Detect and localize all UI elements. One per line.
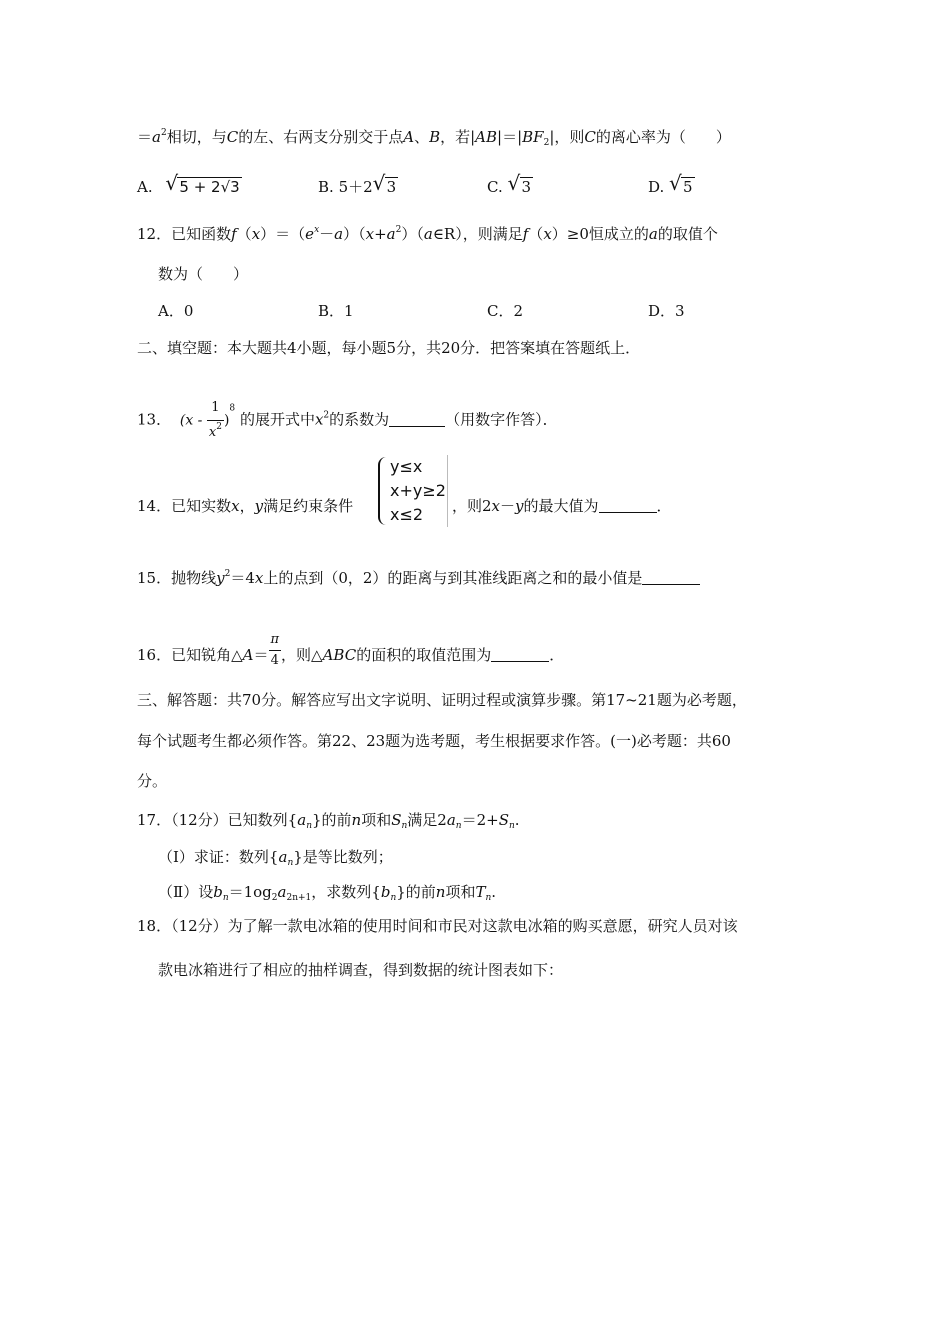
sqrt-icon: √ [507, 171, 521, 195]
q11-continuation: $=a^2$相切，与C的左、右两支分别交于点A、B，若$|AB|=|BF_2|$，则C的离心率为（ ） [137, 128, 731, 148]
q12-stem: 12．已知函数$f(x)=(e^x-a)(x+a^2)(a\in R)$，则满足f（x）≥0恒成立的a的取值个 [137, 225, 718, 243]
q11-option-a: A. √ 5 + 2√3 [137, 171, 240, 196]
q14-constraint-system [378, 455, 448, 527]
q12-stem-line2: 数为（ ） [158, 265, 249, 283]
q16-answer-blank[interactable] [491, 647, 549, 662]
q17-part-2: （Ⅱ）设$b_n=1og_2a_{2n+1}$，求数列$\{b_n\}$的前n项和$T_n$. [158, 883, 497, 903]
q17-part-1: （Ⅰ）求证：数列$\{a_n\}$是等比数列； [158, 848, 393, 868]
q14-answer-blank[interactable] [599, 498, 657, 513]
q15-answer-blank[interactable] [642, 570, 700, 585]
q12-option-c: C．2 [487, 302, 524, 320]
q11-option-c: C. √ 3 [487, 171, 532, 196]
sqrt-icon: √ [669, 171, 682, 195]
q14-stem-tail: ，则2x－y的最大值为 ． [452, 497, 672, 515]
q11-option-d: D. √ 5 [648, 171, 693, 196]
q12-option-a: A．0 [158, 302, 194, 320]
section-2-heading: 二、填空题：本大题共4小题，每小题5分，共20分．把答案填在答题纸上． [137, 339, 641, 357]
q17-stem: 17．（12分）已知数列$\{a_n\}$的前n项和$S_n$满足$2a_n=2+S_n$. [137, 811, 520, 831]
section-3-line-1: 三、解答题：共70分。解答应写出文字说明、证明过程或演算步骤。第17~21题为必考题， [137, 691, 747, 709]
sqrt-icon: √ [372, 171, 386, 195]
sqrt-icon: √ [165, 171, 179, 195]
q12-option-d: D．3 [648, 302, 685, 320]
q11-option-b: B. 5＋2 √ 3 [318, 171, 397, 196]
q13-answer-blank[interactable] [389, 412, 445, 427]
constraint-1: y≤x [390, 457, 423, 476]
q12-option-b: B．1 [318, 302, 354, 320]
q13-stem: 13． (x - $\frac{1}{x^2}$ )$^8$ 的展开式中$x^2$的系数为 （用数字作答）． [137, 396, 558, 445]
q18-stem-line-2: 款电冰箱进行了相应的抽样调查，得到数据的统计图表如下： [158, 961, 564, 979]
constraint-2: x+y≥2 [390, 481, 446, 500]
section-3-line-3: 分。 [137, 772, 168, 790]
brace-icon [378, 457, 386, 525]
q16-stem: 16．已知锐角△A＝ $\frac{\pi}{4}$ ，则△ABC的面积的取值范围为 ． [137, 632, 565, 668]
q15-stem: 15．抛物线$y^2=4x$上的点到（0，2）的距离与到其准线距离之和的最小值是 [137, 568, 700, 588]
constraint-3: x≤2 [390, 505, 424, 524]
q18-stem-line-1: 18．（12分）为了解一款电冰箱的使用时间和市民对这款电冰箱的购买意愿，研究人员对该 [137, 917, 738, 935]
q14-stem: 14．已知实数x，y满足约束条件 [137, 497, 354, 515]
section-3-line-2: 每个试题考生都必须作答。第22、23题为选考题，考生根据要求作答。(一)必考题：共60 [137, 732, 731, 750]
